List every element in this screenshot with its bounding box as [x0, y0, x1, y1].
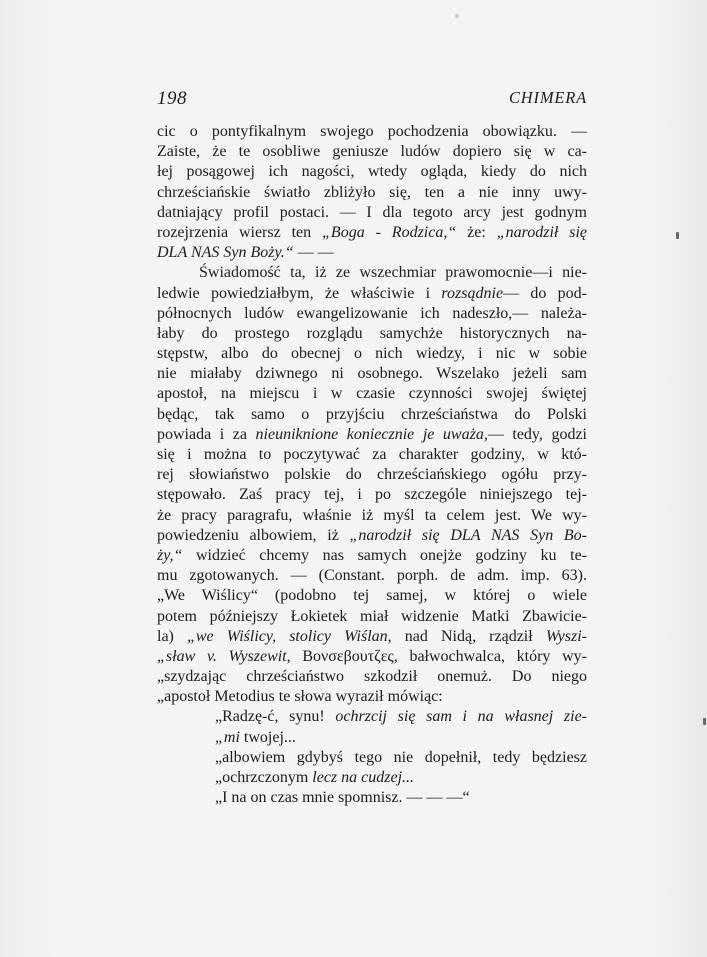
text-line	[157, 607, 587, 627]
text-segment: — do pod-	[503, 284, 587, 302]
text-segment: twojej...	[239, 728, 296, 746]
text-segment: „albowiem gdybyś tego nie dopełnił, tedy będziesz	[215, 748, 587, 766]
text-line	[157, 707, 587, 727]
text-segment: apostoł, na miejscu i w czasie czynności swojej świętej	[157, 385, 587, 403]
text-line	[157, 223, 587, 243]
text-segment: potem późniejszy Łokietek miał widzenie Matki Zbawicie-	[157, 607, 587, 625]
text-segment: stępstw, albo do obecnej o nich wiedzy, i nic w sobie	[157, 345, 587, 363]
text-segment: północnych ludów ewangelizowanie ich nadeszło,— należa-	[157, 304, 587, 322]
text-segment: się i można to poczytywać za charakter godziny, w któ-	[157, 446, 587, 463]
italic-text: lecz na cudzej...	[312, 769, 415, 786]
italic-text: „mi	[215, 728, 240, 746]
text-line	[157, 384, 587, 404]
margin-mark	[676, 232, 679, 239]
text-line	[157, 506, 587, 526]
text-segment: „szydzając chrześciaństwo szkodził onemuż. Do niego	[157, 668, 587, 686]
text-line	[157, 183, 587, 203]
text-segment: stępowało. Zaś pracy tej, i po szczególe niniejszego tej-	[157, 486, 587, 504]
text-segment: powiada i za	[157, 425, 256, 443]
italic-text: Wyszi-	[545, 627, 587, 645]
running-title: CHIMERA	[509, 88, 587, 107]
italic-text: nieuniknione koniecznie je uważa,	[255, 425, 488, 443]
text-segment: Zaiste, że te osobliwe geniusze ludów dopiero się w ca-	[157, 143, 587, 161]
margin-mark	[703, 718, 706, 725]
page-number: 198	[157, 88, 187, 109]
text-segment: Βονσεβουτζες, bałwochwalca, który wy-	[290, 647, 587, 665]
text-line	[157, 324, 587, 344]
text-segment: powiedzeniu albowiem, iż	[157, 526, 350, 544]
text-line	[157, 122, 587, 142]
text-line	[157, 243, 587, 263]
text-line	[157, 647, 587, 667]
text-line	[157, 788, 587, 808]
text-segment: rozejrzenia wiersz ten	[157, 223, 323, 241]
text-segment: rej słowiaństwo polskie do chrześciańskiego ogółu przy-	[157, 466, 587, 484]
text-segment: „apostoł Metodius te słowa wyraził mówiąc:	[157, 688, 443, 706]
text-segment: la)	[157, 627, 187, 645]
italic-text: „Boga - Rodzica,“	[322, 223, 457, 241]
italic-text: „narodził się	[496, 223, 588, 241]
italic-text: „we Wiślicy, stolicy Wiślan,	[186, 627, 392, 645]
italic-text: ży,“	[157, 546, 183, 564]
italic-text: DLA NAS Syn Boży.“	[157, 244, 294, 262]
text-segment: „Radzę-ć, synu!	[215, 708, 336, 726]
text-line	[157, 566, 587, 586]
text-line	[157, 425, 587, 445]
text-line	[157, 263, 587, 283]
text-segment: cic o pontyfikalnym swojego pochodzenia obowiązku. —	[157, 123, 587, 140]
text-line	[157, 142, 587, 162]
text-segment: „ochrzczonym	[215, 769, 313, 786]
text-segment: że:	[456, 223, 497, 241]
text-line	[157, 162, 587, 182]
text-line	[157, 344, 587, 364]
text-segment: — tedy, godzi	[487, 425, 587, 443]
text-line	[157, 586, 587, 606]
text-segment: — —	[293, 244, 334, 262]
paper-speck	[455, 14, 459, 18]
text-segment: nad Nidą, rządził	[391, 627, 546, 645]
text-line	[157, 203, 587, 223]
text-line	[157, 304, 587, 324]
text-line	[157, 284, 587, 304]
text-line	[157, 445, 587, 465]
body-text	[157, 122, 587, 808]
text-segment: widzieć chcemy nas samych onejże godziny ku te-	[182, 546, 587, 564]
text-line	[157, 728, 587, 748]
italic-text: „sław v. Wyszewit,	[157, 647, 291, 665]
text-line	[157, 485, 587, 505]
text-line	[157, 546, 587, 566]
text-segment: datniający profil postaci. — I dla tegoto arcy jest godnym	[157, 203, 587, 221]
text-line	[157, 667, 587, 687]
text-segment: że pracy paragrafu, właśnie iż myśl ta celem jest. We wy-	[157, 506, 587, 524]
text-line	[157, 627, 587, 647]
text-line	[157, 687, 587, 707]
text-segment: mu zgotowanych. — (Constant. porph. de adm. imp. 63).	[157, 567, 587, 585]
text-segment: nie miałaby dziwnego ni osobnego. Wszelako jeżeli sam	[157, 365, 587, 383]
text-segment: Świadomość ta, iż ze wszechmiar prawomocnie—i nie-	[199, 264, 587, 282]
text-segment: łaby do prostego rozglądu samychże historycznych na-	[157, 324, 587, 342]
text-segment: „We Wiślicy“ (podobno tej samej, w której o wiele	[157, 587, 587, 605]
page-header	[157, 88, 587, 112]
text-line	[157, 526, 587, 546]
text-segment: ledwie powiedziałbym, że właściwie i	[157, 284, 442, 302]
text-line	[157, 748, 587, 768]
text-segment: będąc, tak samo o przyjściu chrześciaństwa do Polski	[157, 405, 587, 423]
italic-text: „narodził się DLA NAS Syn Bo-	[349, 526, 588, 544]
text-line	[157, 405, 587, 425]
text-segment: łej posągowej ich nagości, wtedy ogląda, kiedy do nich	[157, 163, 587, 181]
italic-text: ochrzcij się sam i na własnej zie-	[335, 708, 588, 726]
text-segment: chrześciańskie światło zbliżyło się, ten a nie inny uwy-	[157, 183, 587, 201]
italic-text: rozsądnie	[441, 284, 504, 302]
text-line	[157, 465, 587, 485]
text-line	[157, 364, 587, 384]
text-line	[157, 768, 587, 788]
text-segment: „I na on czas mnie spomnisz. — — —“	[215, 789, 470, 807]
